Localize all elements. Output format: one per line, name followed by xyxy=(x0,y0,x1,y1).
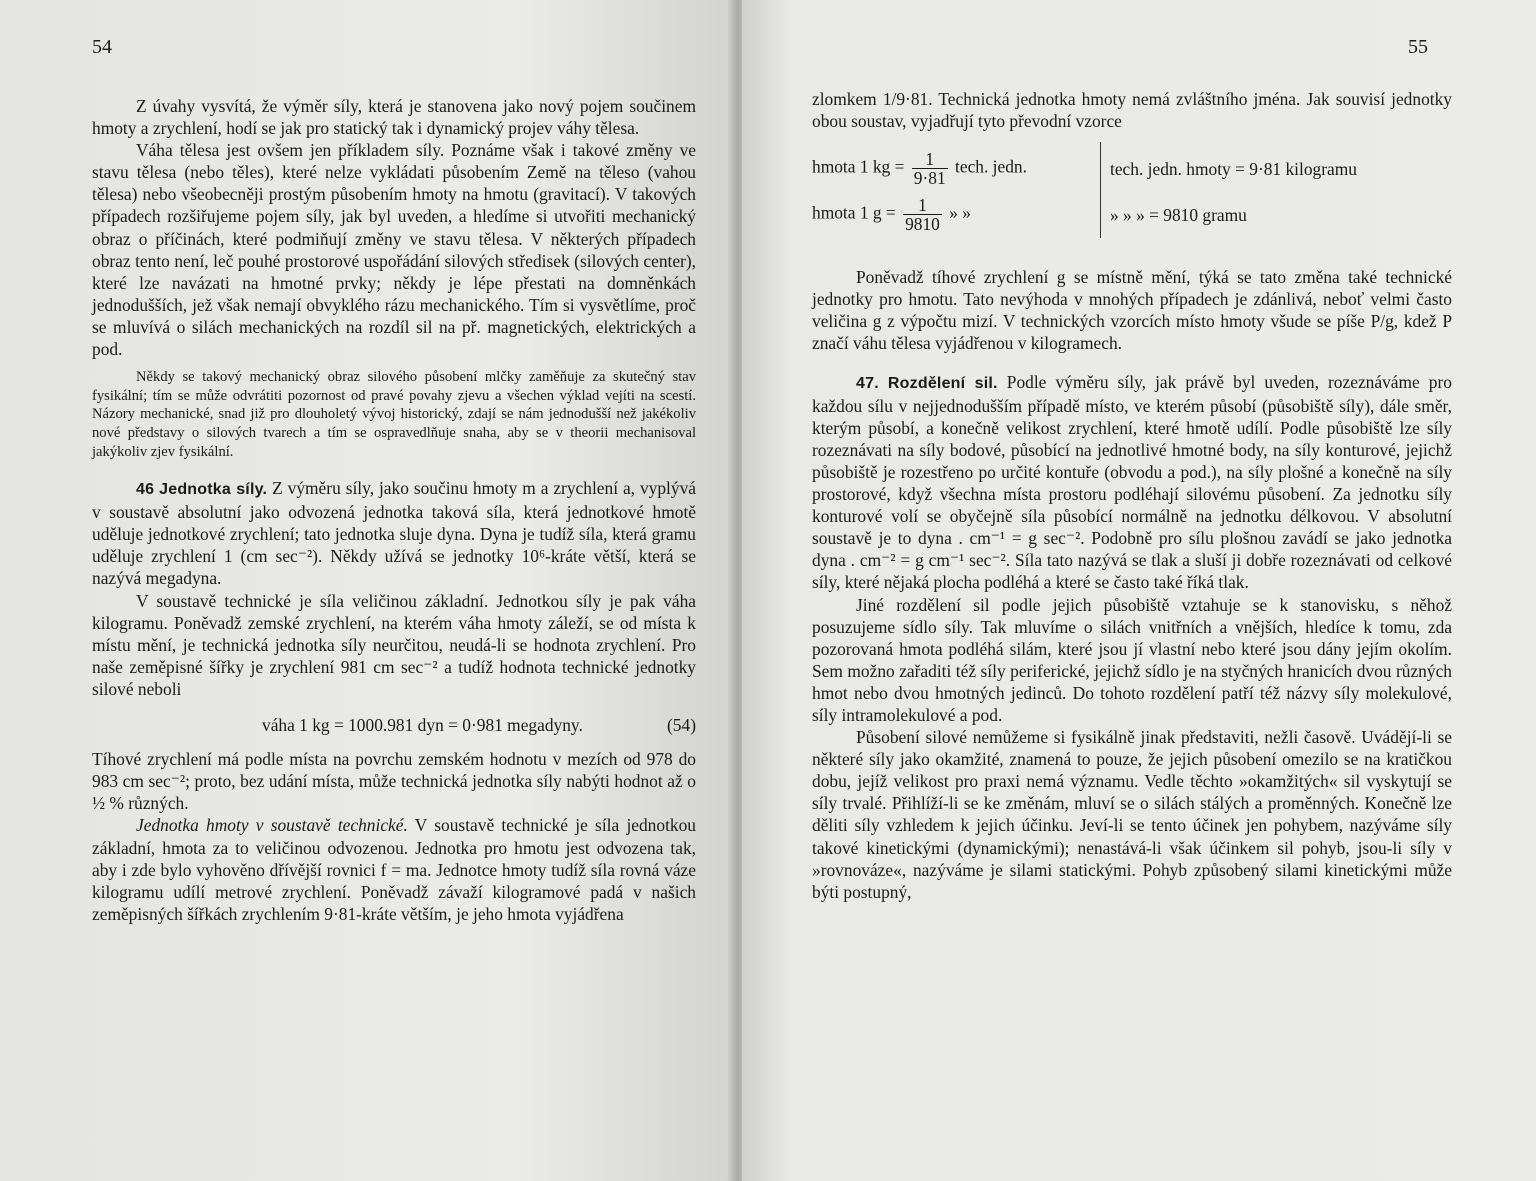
formula-row-1 xyxy=(812,150,1027,187)
paragraph: Jiné rozdělení sil podle jejich působiště vztahuje se k stanovisku, s něhož posuzujeme sídlo síly. Tak mluvíme o silách vnitřních a vnějších, hledíce k tomu, zda pozorovaná hmota podléhá silám, které jsou jí vlastní nebo které jsou dány jejím okolím. Sem možno zařaditi též síly periferické, jejichž sídlo je na styčných hranicích dvou různých hmot nebo dvou hmotných jedinců. Do tohoto rozdělení patří též názvy síly molekulové, síly intramolekulové a pod. xyxy=(812,594,1452,725)
italic-title: Jednotka hmoty v soustavě technické. xyxy=(136,815,408,836)
section-number: 46 xyxy=(136,481,155,499)
paragraph: V soustavě technické je síla veličinou základní. Jednotkou síly je pak váha kilogramu. Poněvadž zemské zrychlení, na kterém váha hmoty záleží, se od místa k místu mění, je technická jednotka síly neurčitou, neudá-li se hodnota zrychlení. Pro naše zeměpisné šířky je zrychlení 981 cm sec⁻² a tudíž hodnota technické jednotky silové neboli xyxy=(92,590,696,699)
left-page-text xyxy=(92,95,696,925)
fraction xyxy=(912,150,948,187)
numerator: 1 xyxy=(918,195,927,216)
right-page xyxy=(742,0,1536,1181)
paragraph: zlomkem 1/9·81. Technická jednotka hmoty nemá zvláštního jména. Jak souvisí jednotky obou soustav, vyjadřují tyto převodní vzorce xyxy=(812,89,1452,132)
left-page xyxy=(0,0,738,1181)
section-46 xyxy=(92,477,696,589)
denominator: 9·81 xyxy=(913,168,946,189)
section-number: 47. xyxy=(856,374,879,392)
footnote-block xyxy=(92,368,696,461)
page-number-right: 55 xyxy=(1408,36,1428,58)
formula-unit: tech. jedn. xyxy=(955,156,1027,177)
right-page-text xyxy=(812,88,1452,903)
small-print-note: Někdy se takový mechanický obraz silového působení mlčky zaměňuje za skutečný stav fysikální; tím se může odvrátiti pozornost od pravé povahy zjevu a všechen výklad vejíti na scestí. Názory mechanické, snad již pro dlouholetý vývoj historický, zdají se nám jednodušší než jakékoliv nové představy o silových tvarech a tím se ospravedlňuje snaha, aby se v theorii mechanisoval jakýkoliv zjev fysikální. xyxy=(92,369,696,460)
section-47 xyxy=(812,371,1452,594)
numerator: 1 xyxy=(925,149,935,170)
paragraph: Tíhové zrychlení má podle místa na povrchu zemském hodnotu v mezích od 978 do 983 cm sec⁻²; proto, bez udání místa, může technická jednotka síly nabýti hodnot až o ½ % různých. xyxy=(92,749,696,814)
paragraph: Působení silové nemůžeme si fysikálně jinak představiti, nežli časově. Uvádějí-li se některé síly jako okamžité, znamená to pouze, že jejich působení omezilo se na kratičkou dobu, jejíž velikost pro praxi nemá významu. Vedle těchto »okamžitých« sil vyskytují se síly trvalé. Přihlíží-li se ke změnám, mluví se o silách stálých a proměnných. Konečně lze děliti síly vzhledem k jejich účinku. Jeví-li se tento účinek jen pohybem, nazýváme síly takové kinetickými (dynamickými); nenastává-li však účinkem sil pohyb, jsou-li síly v »rovnováze«, nazýváme je silami statickými. Pohyb způsobený silami kinetickými může býti postupný, xyxy=(812,727,1452,902)
section-title: Rozdělení sil. xyxy=(887,374,998,392)
equation-number: (54) xyxy=(667,715,696,736)
formula-row-2-right: » » » = 9810 gramu xyxy=(1110,205,1247,226)
paragraph: Váha tělesa jest ovšem jen příkladem síly. Poznáme však i takové změny ve stavu tělesa (nebo těles), které nelze vykládati působením Země na těleso (vahou tělesa) nebo všeobecněji prostým působením hmoty na hmotu (gravitací). V takových případech rozšiřujeme pojem síly, jak byl uveden, a hledíme si utvořiti mechanický obraz o příčinách, které podmiňují změny ve stavu tělesa. V některých případech obraz tento není, leč pouhé prostorové uspořádání silových středisek (silových center), které lze navázati na hmotné prvky; někdy je lépe přestati na domněnkách jednodušších, jež však nemají obvyklého rázu mechanického. Tím si vysvětlíme, proč se mluvívá o silách mechanických na rozdíl sil na př. magnetických, elektrických a pod. xyxy=(92,140,696,360)
equation-54 xyxy=(92,714,696,736)
formula-lhs: hmota 1 kg = xyxy=(812,156,905,177)
section-text: Podle výměru síly, jak právě byl uveden, rozeznáváme pro každou sílu v nejjednodušším případě místo, ve kterém působí (působiště síly), dále směr, kterým působí, a konečně velikost zrychlení, které hmotě udílí. Podle působiště lze síly rozeznávati na síly bodové, působící na jednotlivé hmotné body, na síly konturové, jejichž působiště je rozestřeno po určité kontuře (obvodu a pod.), na síly plošné a konečně na síly prostorové, když všechna místa prostoru podléhají silovému působení. Za jednotku síly konturové volí se obyčejně síla působící normálně na jednotku délkovou. V absolutní soustavě je to dyna . cm⁻¹ = g sec⁻². Podobně pro sílu plošnou zavádí se jako jednotka dyna . cm⁻² = g cm⁻¹ sec⁻². Síla tato nazývá se tlak a sluší ji dobře rozeznávati od celkové síly, které nějaká plocha podléhá a které se často také říká tlak. xyxy=(812,371,1452,593)
page-number-left: 54 xyxy=(92,36,112,58)
paragraph: Poněvadž tíhové zrychlení g se místně mění, týká se tato změna také technické jednotky pro hmotu. Tato nevýhoda v mnohých případech je zdánlivá, neboť velmi často veličina g z výpočtu mizí. V technických vzorcích místo hmoty všude se píše P/g, kdež P značí váhu tělesa vyjádřenou v kilogramech. xyxy=(812,267,1452,354)
fraction xyxy=(903,196,942,233)
equation: váha 1 kg = 1000.981 dyn = 0·981 megadyny. xyxy=(262,715,583,736)
conversion-formulas xyxy=(812,142,1452,258)
denominator: 9810 xyxy=(905,214,940,235)
column-divider xyxy=(1100,142,1101,238)
formula-row-1-right: tech. jedn. hmoty = 9·81 kilogramu xyxy=(1110,159,1357,180)
section-text: Z výměru síly, jako součinu hmoty m a zrychlení a, vyplývá v soustavě absolutní jako odvozená jednotka taková síla, která jednotkové hmotě uděluje jednotkové zrychlení; tato jednotka sluje dyna. Dyna je tudíž síla, která gramu uděluje zrychlení 1 (cm sec⁻²). Někdy užívá se jednotky 10⁶-kráte větší, která se nazývá megadyna. xyxy=(92,478,696,589)
paragraph-text: V soustavě technické je síla jednotkou základní, hmota za to veličinou odvozenou. Jednotka pro hmotu jest odvozena tak, aby i zde bylo vyhověno dřívější rovnici f = ma. Jednotce hmoty tudíž síla rovná váze kilogramu udílí metrové zrychlení. Poněvadž závaží kilogramové padá v našich zeměpisných šířkách zrychlením 9·81-kráte větším, je jeho hmota vyjádřena xyxy=(92,815,696,924)
section-title: Jednotka síly. xyxy=(159,481,268,499)
paragraph xyxy=(92,814,696,924)
paragraph: Z úvahy vysvítá, že výměr síly, která je stanovena jako nový pojem součinem hmoty a zrychlení, hodí se jak pro statický tak i dynamický projev váhy tělesa. xyxy=(92,96,696,139)
formula-unit: » » xyxy=(949,202,971,223)
formula-lhs: hmota 1 g = xyxy=(812,202,896,223)
formula-row-2 xyxy=(812,196,971,233)
